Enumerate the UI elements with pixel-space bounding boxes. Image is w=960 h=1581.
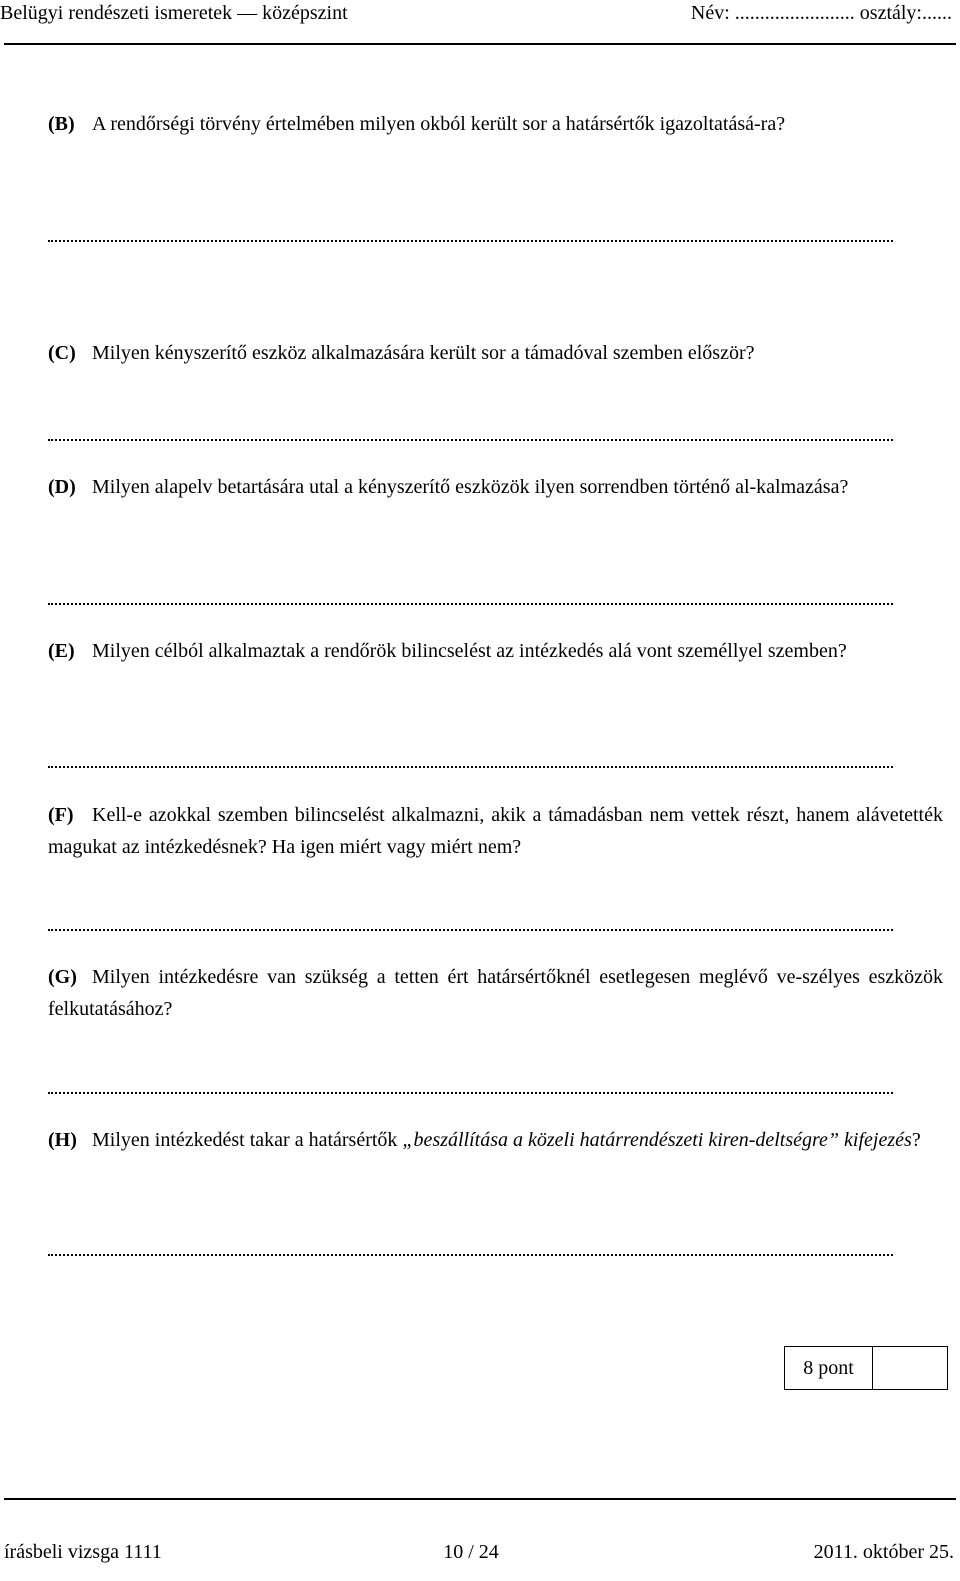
- header-divider: [4, 43, 956, 45]
- question-label: (H): [48, 1129, 77, 1151]
- question-label: (B): [48, 113, 75, 135]
- question-c: [48, 337, 943, 369]
- question-d: [48, 471, 943, 503]
- page-footer: [0, 1541, 960, 1573]
- question-text: [48, 1124, 943, 1156]
- question-label: (G): [48, 966, 77, 988]
- question-h: [48, 1124, 943, 1156]
- question-label: (D): [48, 476, 76, 498]
- footer-divider: [4, 1498, 956, 1500]
- question-text: Kell-e azokkal szemben bilincselést alkalmazni, akik a támadásban nem vettek részt, hanem alávetették magukat az intézkedésnek? Ha igen miért vagy miért nem?: [48, 804, 943, 858]
- score-box: [784, 1346, 948, 1390]
- question-e: [48, 635, 943, 667]
- question-label: (F): [48, 804, 74, 826]
- question-text: Milyen intézkedésre van szükség a tetten ért határsértőknél esetlegesen meglévő ve-szélyes eszközök felkutatásához?: [48, 966, 943, 1020]
- question-f: [48, 799, 943, 863]
- page-number: 10 / 24: [443, 1541, 499, 1563]
- answer-line-c[interactable]: [48, 439, 893, 441]
- answer-line-h[interactable]: [48, 1254, 893, 1256]
- answer-line-d[interactable]: [48, 603, 893, 605]
- answer-line-b[interactable]: [48, 240, 893, 242]
- question-text: A rendőrségi törvény értelmében milyen okból került sor a határsértők igazoltatásá-ra?: [92, 113, 786, 135]
- question-label: (C): [48, 342, 76, 364]
- question-text: Milyen alapelv betartására utal a kényszerítő eszközök ilyen sorrendben történő al-kalmazása?: [92, 476, 849, 498]
- answer-line-e[interactable]: [48, 766, 893, 768]
- student-name-class-field: Név: ........................ osztály:......: [690, 2, 952, 24]
- quoted-phrase: „beszállítása a közeli határrendészeti kiren-deltségre” kifejezés: [402, 1129, 912, 1151]
- answer-line-f[interactable]: [48, 929, 893, 931]
- question-text-after: ?: [911, 1129, 921, 1151]
- exam-date: 2011. október 25.: [813, 1541, 954, 1563]
- score-input-cell[interactable]: [873, 1347, 947, 1389]
- question-text-before: Milyen intézkedést takar a határsértők: [92, 1129, 403, 1151]
- exam-title: Belügyi rendészeti ismeretek — középszint: [0, 2, 348, 24]
- question-label: (E): [48, 640, 75, 662]
- exam-code: írásbeli vizsga 1111: [4, 1541, 162, 1563]
- question-b: [48, 108, 943, 140]
- question-g: [48, 961, 943, 1025]
- answer-line-g[interactable]: [48, 1092, 893, 1094]
- question-text: Milyen kényszerítő eszköz alkalmazására került sor a támadóval szemben először?: [92, 342, 755, 364]
- score-label: 8 pont: [785, 1347, 873, 1389]
- question-text: Milyen célból alkalmaztak a rendőrök bilincselést az intézkedés alá vont személlyel szemben?: [92, 640, 847, 662]
